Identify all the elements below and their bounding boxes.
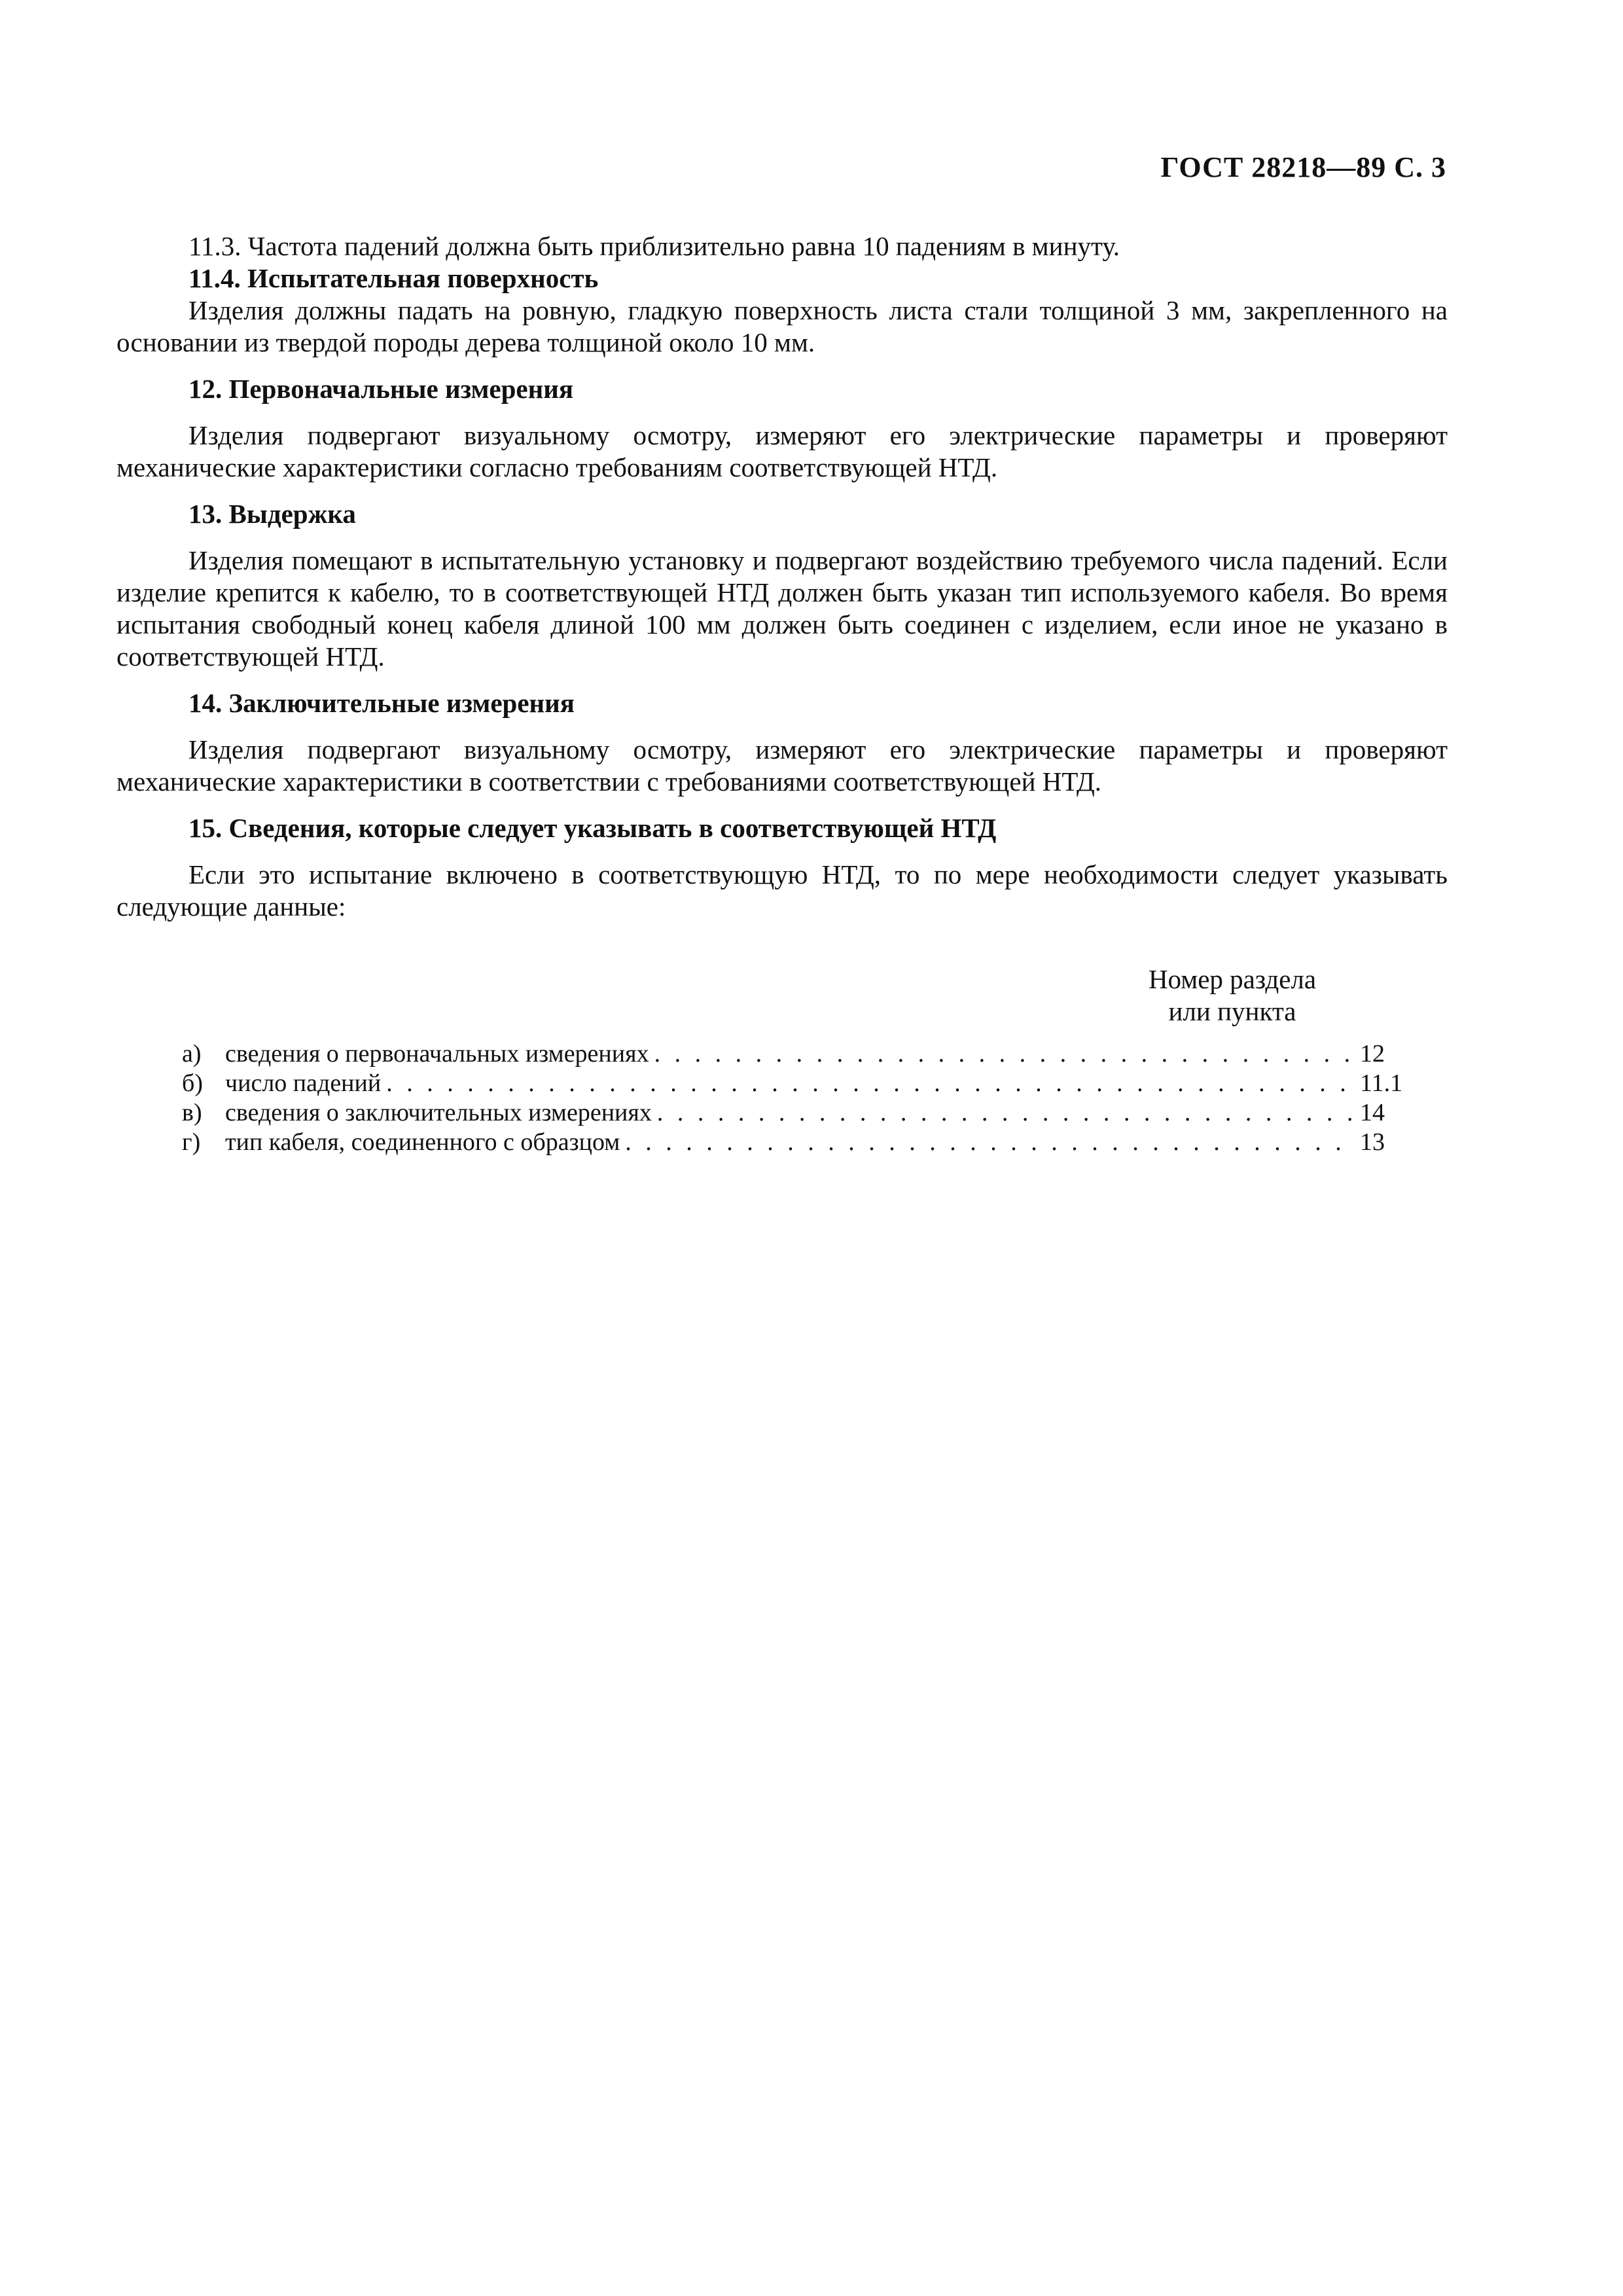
heading-14: 14. Заключительные измерения (188, 688, 575, 718)
heading-11-4 (116, 262, 1448, 295)
list-item-text: тип кабеля, соединенного с образцом (225, 1128, 620, 1156)
paragraph-15: Если это испытание включено в соответствующую НТД, то по мере необходимости следует указывать следующие данные: (116, 859, 1448, 922)
list-item-text: сведения о заключительных измерениях (225, 1099, 652, 1126)
heading-12: 12. Первоначальные измерения (188, 374, 574, 404)
list-item-letter: в) (182, 1099, 202, 1126)
toc-column-header-line1: Номер раздела (1148, 964, 1317, 994)
paragraph-14: Изделия подвергают визуальному осмотру, измеряют его электрические параметры и проверяют механические характеристики в соответствии с требованиями соответствующей НТД. (116, 734, 1448, 797)
page-header: ГОСТ 28218—89 С. 3 (1160, 151, 1446, 183)
list-item-text: сведения о первоначальных измерениях (225, 1040, 649, 1067)
list-item-letter: б) (182, 1069, 203, 1097)
paragraph-13: Изделия помещают в испытательную установку и подвергают воздействию требуемого числа падений. Если изделие крепится к кабелю, то в соответствующей НТД должен быть указан тип используемого кабеля. Во время испытания свободный конец кабеля длиной 100 мм должен быть соединен с изделием, если иное не указано в соответствующей НТД. (116, 545, 1448, 672)
heading-13: 13. Выдержка (188, 499, 356, 529)
list-item (182, 1039, 1425, 1069)
list-item-letter: г) (182, 1128, 201, 1156)
list-item (182, 1098, 1425, 1128)
list-item (182, 1069, 1425, 1098)
dot-leader (386, 1069, 1355, 1098)
paragraph-11-4: Изделия должны падать на ровную, гладкую поверхность листа стали толщиной 3 мм, закрепленного на основании из твердой породы дерева толщиной около 10 мм. (116, 295, 1448, 357)
toc-column-header (1124, 963, 1340, 1028)
list-item-ref: 12 (1360, 1040, 1385, 1067)
paragraph-11-3: 11.3. Частота падений должна быть приблизительно равна 10 падениям в минуту. (188, 231, 1120, 261)
list-item-letter: а) (182, 1040, 202, 1067)
list-item-ref: 14 (1360, 1099, 1385, 1126)
list-item-text: число падений (225, 1069, 382, 1097)
heading-15: 15. Сведения, которые следует указывать в соответствующей НТД (188, 813, 997, 843)
dot-leader (625, 1128, 1355, 1157)
list-item-ref: 13 (1360, 1128, 1385, 1156)
list-item (182, 1128, 1425, 1157)
paragraph-12: Изделия подвергают визуальному осмотру, измеряют его электрические параметры и проверяют механические характеристики согласно требованиям соответствующей НТД. (116, 420, 1448, 482)
toc-column-header-line2: или пункта (1168, 996, 1296, 1026)
document-body (116, 230, 1448, 1157)
reference-list (116, 1039, 1448, 1157)
heading-11-4-text: 11.4. Испытательная поверхность (188, 263, 599, 293)
dot-leader (654, 1039, 1355, 1069)
dot-leader (657, 1098, 1355, 1128)
list-item-ref: 11.1 (1360, 1069, 1403, 1097)
